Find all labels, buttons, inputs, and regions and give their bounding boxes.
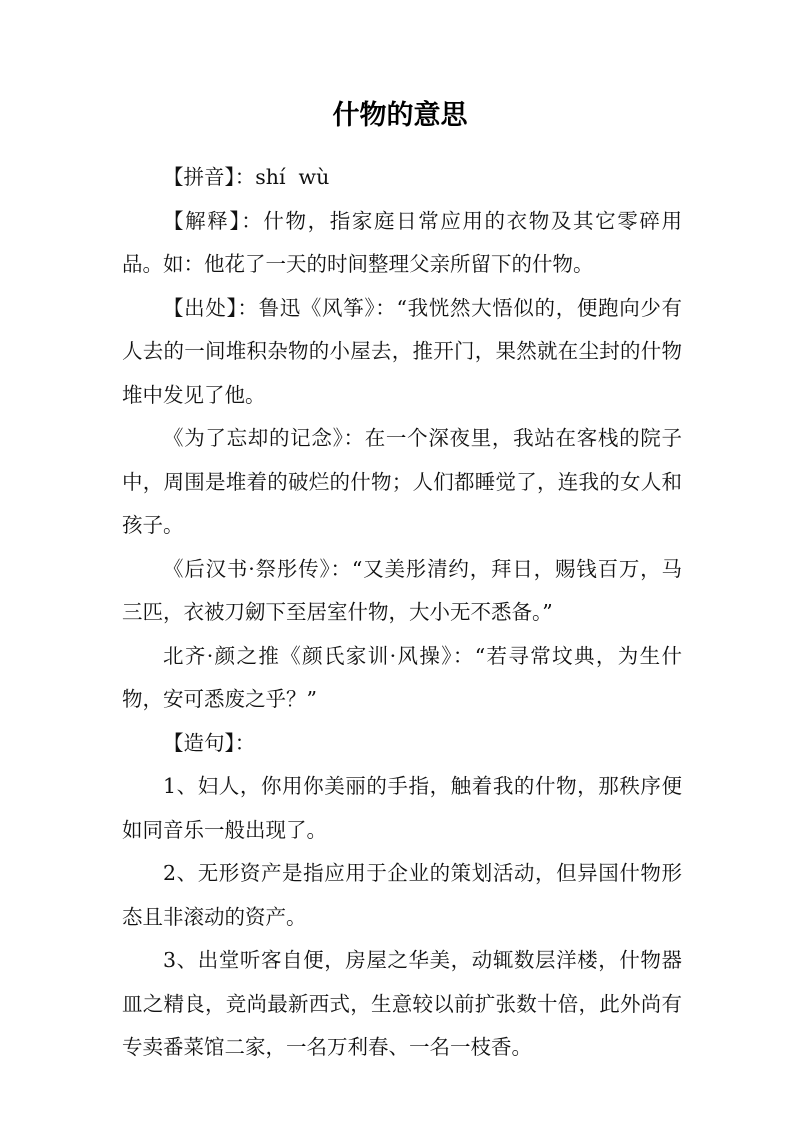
examples-heading <box>122 722 682 766</box>
source-paragraph <box>122 287 682 418</box>
document-title: 什物的意思 <box>332 100 468 131</box>
example-sentence: 2、无形资产是指应用于企业的策划活动，但异国什物形态且非滚动的资产。 <box>122 861 682 929</box>
pinyin-label: 【拼音】 <box>163 165 235 189</box>
examples-separator: ： <box>234 730 256 755</box>
pinyin-separator: ： <box>234 165 256 189</box>
examples-label: 【造句】 <box>163 730 235 755</box>
quote-paragraph: 《后汉书·祭彤传》：“又美彤清约，拜日，赐钱百万，马三匹，衣被刀劒下至居室什物，大小无不悉备。” <box>122 556 682 624</box>
explanation-separator: ： <box>241 208 264 233</box>
source-value: 鲁迅《风筝》：“我恍然大悟似的，便跑向少有人去的一间堆积杂物的小屋去，推开门，果然就在尘封的什物堆中发见了他。 <box>122 295 683 407</box>
explanation-paragraph <box>122 200 682 287</box>
source-label: 【出处】 <box>163 295 238 320</box>
quote-paragraph: 北齐·颜之推《颜氏家训·风操》：“若寻常坟典，为生什物，安可悉废之乎？” <box>122 643 682 711</box>
example-sentence: 1、妇人，你用你美丽的手指，触着我的什物，那秩序便如同音乐一般出现了。 <box>122 774 682 842</box>
example-sentence: 3、出堂听客自便，房屋之华美，动辄数层洋楼，什物器皿之精良，竞尚最新西式，生意较以前扩张数十倍，此外尚有专卖番菜馆二家，一名万利春、一名一枝香。 <box>122 948 682 1059</box>
pinyin-paragraph <box>122 156 682 200</box>
quote-paragraph: 《为了忘却的记念》：在一个深夜里，我站在客栈的院子中，周围是堆着的破烂的什物；人们都睡觉了，连我的女人和孩子。 <box>122 426 682 537</box>
explanation-label: 【解释】 <box>163 208 242 233</box>
pinyin-value: shí wù <box>255 165 330 189</box>
source-separator: ： <box>237 295 259 320</box>
document-body <box>122 156 682 1070</box>
explanation-value: 什物，指家庭日常应用的衣物及其它零碎用品。如：他花了一天的时间整理父亲所留下的什物。 <box>122 208 683 276</box>
